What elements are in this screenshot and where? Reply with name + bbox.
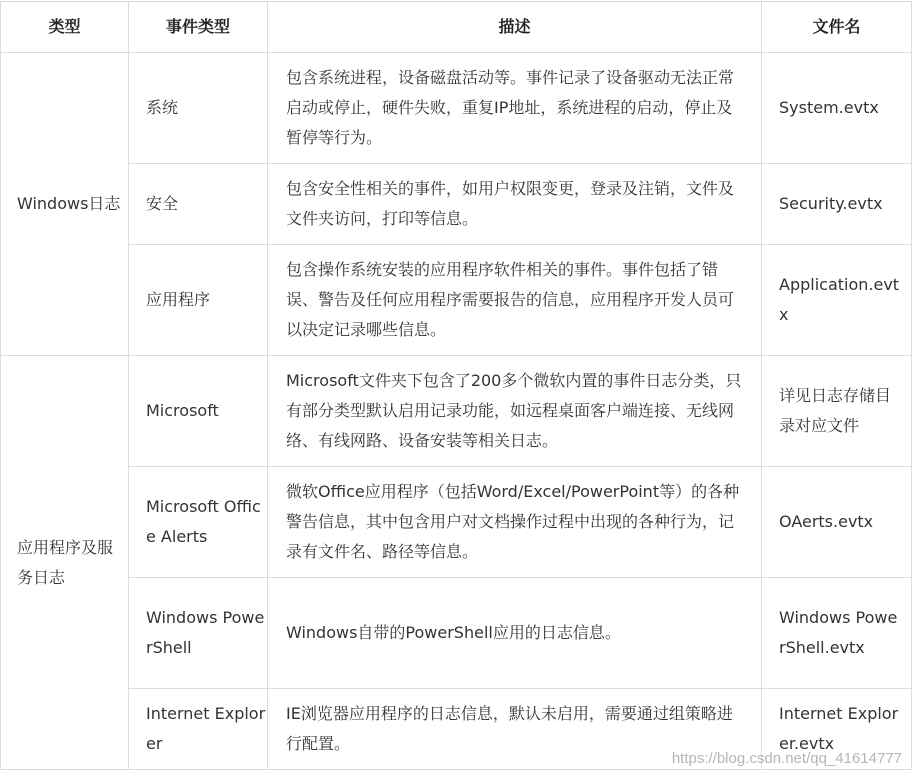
table-row bbox=[1, 245, 912, 356]
event-type-cell: 应用程序 bbox=[129, 245, 268, 356]
description-cell: IE浏览器应用程序的日志信息，默认未启用，需要通过组策略进行配置。 bbox=[268, 689, 762, 770]
watermark: https://blog.csdn.net/qq_41614777 bbox=[671, 750, 902, 767]
table-row bbox=[1, 164, 912, 245]
event-type-cell: Microsoft Office Alerts bbox=[129, 467, 268, 578]
event-type-cell: Windows PowerShell bbox=[129, 578, 268, 689]
description-cell: 微软Office应用程序（包括Word/Excel/PowerPoint等）的各种警告信息，其中包含用户对文档操作过程中出现的各种行为，记录有文件名、路径等信息。 bbox=[268, 467, 762, 578]
file-name-cell: OAerts.evtx bbox=[762, 467, 912, 578]
file-name-cell: Internet Explorer.evtx bbox=[762, 689, 912, 770]
event-type-cell: Microsoft bbox=[129, 356, 268, 467]
event-log-table bbox=[0, 1, 912, 770]
table-row bbox=[1, 467, 912, 578]
description-cell: 包含操作系统安装的应用程序软件相关的事件。事件包括了错误、警告及任何应用程序需要报告的信息，应用程序开发人员可以决定记录哪些信息。 bbox=[268, 245, 762, 356]
file-name-cell: 详见日志存储目录对应文件 bbox=[762, 356, 912, 467]
description-cell: Microsoft文件夹下包含了200多个微软内置的事件日志分类，只有部分类型默认启用记录功能，如远程桌面客户端连接、无线网络、有线网路、设备安装等相关日志。 bbox=[268, 356, 762, 467]
header-event-type: 事件类型 bbox=[129, 2, 268, 53]
table-header-row bbox=[1, 2, 912, 53]
event-type-cell: 系统 bbox=[129, 53, 268, 164]
group-type-apps-services: 应用程序及服务日志 bbox=[1, 356, 129, 770]
header-description: 描述 bbox=[268, 2, 762, 53]
header-type: 类型 bbox=[1, 2, 129, 53]
file-name-cell: Windows PowerShell.evtx bbox=[762, 578, 912, 689]
table-row bbox=[1, 53, 912, 164]
table-row bbox=[1, 578, 912, 689]
file-name-cell: System.evtx bbox=[762, 53, 912, 164]
description-cell: 包含系统进程，设备磁盘活动等。事件记录了设备驱动无法正常启动或停止，硬件失败，重复IP地址，系统进程的启动，停止及暂停等行为。 bbox=[268, 53, 762, 164]
table-row bbox=[1, 356, 912, 467]
description-cell: 包含安全性相关的事件，如用户权限变更，登录及注销，文件及文件夹访问，打印等信息。 bbox=[268, 164, 762, 245]
event-type-cell: Internet Explorer bbox=[129, 689, 268, 770]
event-type-cell: 安全 bbox=[129, 164, 268, 245]
group-type-windows: Windows日志 bbox=[1, 53, 129, 356]
file-name-cell: Application.evtx bbox=[762, 245, 912, 356]
header-file-name: 文件名 bbox=[762, 2, 912, 53]
description-cell: Windows自带的PowerShell应用的日志信息。 bbox=[268, 578, 762, 689]
file-name-cell: Security.evtx bbox=[762, 164, 912, 245]
